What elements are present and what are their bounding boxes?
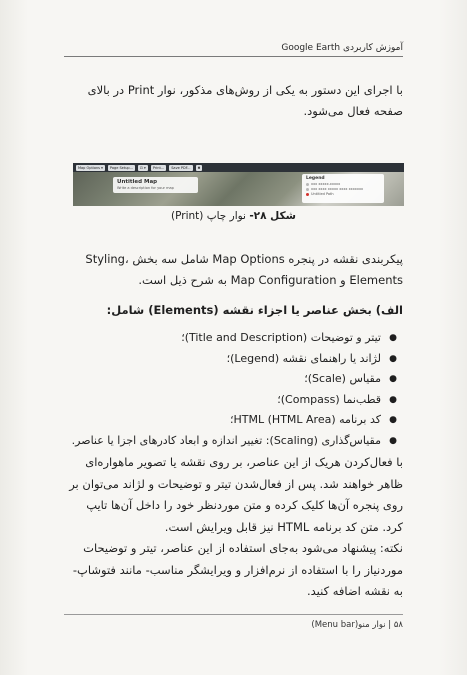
map-title-box xyxy=(113,177,198,193)
legend-path-icon xyxy=(306,193,309,196)
legend-item: xxx xxxxx.xxxxx xyxy=(306,182,380,187)
elements-list xyxy=(64,328,403,451)
section-heading: الف) بخش عناصر یا اجزاء نقشه (Elements) شامل: xyxy=(106,303,403,317)
print-toolbar xyxy=(73,163,404,172)
list-item: ● کد برنامه HTML (HTML Area)؛ xyxy=(64,410,403,431)
footer-divider xyxy=(64,614,403,615)
map-options-button: Map Options ▾ xyxy=(78,165,103,170)
running-footer: ۵۸ | نوار منو(Menu bar) xyxy=(311,620,403,630)
caption-label: شکل ۲۸- xyxy=(249,210,296,222)
paragraph-print-intro: با اجرای این دستور به یکی از روش‌های مذکور، نوار Print در بالای صفحه فعال می‌شود. xyxy=(87,83,403,118)
legend-title: Legend xyxy=(306,176,325,181)
paragraph-activation: با فعال‌کردن هریک از این عناصر، بر روی نقشه یا تصویر ماهواره‌ای ظاهر خواهند شد. پس از فعال‌شدن تیتر و توضیحات و لژاند می‌توان بر روی پنجره آن‌ها کلیک کرده و متن موردنظر خود را داخل آن‌ها تایپ کرد. متن کد برنامه HTML نیز قابل ویرایش است. xyxy=(69,455,403,534)
running-header xyxy=(64,40,403,57)
list-item: ● تیتر و توضیحات (Title and Description)؛ xyxy=(64,328,403,349)
paragraph-map-options: پیکربندی نقشه در پنجره Map Options شامل سه بخش Styling، Elements و Map Configuration به شرح ذیل است. xyxy=(85,252,403,287)
print-bar-figure xyxy=(73,163,404,206)
figure-caption xyxy=(64,208,403,224)
map-legend-box xyxy=(302,174,384,203)
list-item: ● مقیاس (Scale)؛ xyxy=(64,369,403,390)
paragraph-elements-usage xyxy=(64,452,403,603)
list-item: ● قطب‌نما (Compass)؛ xyxy=(64,390,403,411)
map-subtitle: Write a description for your map xyxy=(117,186,174,190)
close-print-bar-button: ✖ xyxy=(197,165,201,170)
list-item: ● لژاند یا راهنمای نقشه (Legend)؛ xyxy=(64,349,403,370)
bullet-icon: ● xyxy=(389,374,397,384)
bullet-icon: ● xyxy=(389,394,397,405)
layout-button: ⊡ ▾ xyxy=(140,165,146,170)
legend-item: xxx xxxx xxxxx xxxx xxxxxxx xyxy=(306,187,380,192)
header-text: آموزش کاربردی Google Earth xyxy=(281,43,403,53)
map-title: Untitled Map xyxy=(117,179,158,185)
legend-dot-icon xyxy=(306,188,309,191)
save-pdf-button: Save PDF... xyxy=(171,165,191,170)
legend-dot-icon xyxy=(306,183,309,186)
page-setup-button: Page Setup... xyxy=(109,165,133,170)
caption-text: نوار چاپ (Print) xyxy=(171,210,246,222)
bullet-icon: ● xyxy=(389,333,397,343)
bullet-icon: ● xyxy=(389,415,397,425)
print-button: Print... xyxy=(152,165,165,170)
bullet-icon: ● xyxy=(389,353,397,364)
list-item: ● مقیاس‌گذاری (Scaling): تغییر اندازه و ابعاد کادرهای اجزا یا عناصر. xyxy=(64,431,403,452)
legend-item: Untitled Path xyxy=(306,192,380,197)
bullet-icon: ● xyxy=(389,435,397,446)
paragraph-note: نکته: پیشنهاد می‌شود به‌جای استفاده از این عناصر، تیتر و توضیحات موردنیاز را با استفاده از نرم‌افزار و ویرایشگر مناسب- مانند فتوشاپ- به نقشه اضافه کنید. xyxy=(72,541,403,598)
